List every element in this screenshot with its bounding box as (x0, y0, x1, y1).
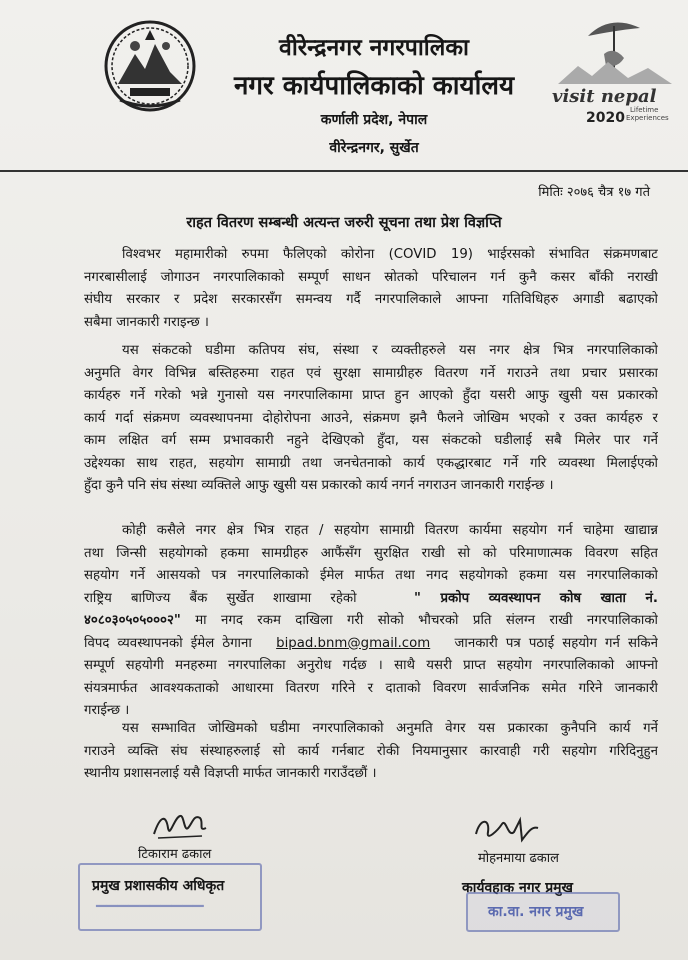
paragraph-line: सहयोग गर्ने आसयको पत्र नगरपालिकाको ईमेल मार्फत तथा नगद सहयोगको हकमा यस नगरपालिकाको (84, 568, 658, 583)
deposit-instruction: मा नगद रकम दाखिला गरी सोको भौचरको प्रति संलग्न राखी नगरपालिकाको (195, 613, 658, 628)
bank-branch-text: राष्ट्रिय बाणिज्य बैंक सुर्खेत शाखामा रहेको (84, 590, 357, 606)
svg-text:Experiences: Experiences (626, 114, 669, 122)
paragraph-line: विश्वभर महामारीको रुपमा फैलिएको कोरोना (COVID 19) भाईरसको संभावित संक्रमणबाट (122, 247, 658, 262)
letter-subject: राहत वितरण सम्बन्धी अत्यन्त जरुरी सूचना तथा प्रेश विज्ञप्ति (186, 215, 502, 231)
paragraph-1 (84, 244, 658, 334)
letter-date: मितिः २०७६ चैत्र १७ गते (538, 185, 650, 200)
svg-text:Lifetime: Lifetime (630, 106, 659, 114)
paragraph-line: यस संकटको घडीमा कतिपय संघ, संस्था र व्यक्तीहरुले यस नगर क्षेत्र भित्र नगरपालिकाको (122, 343, 658, 358)
paragraph-line: सबैमा जानकारी गराइन्छ । (84, 314, 209, 330)
umbrella-icon (588, 23, 640, 72)
signature-left (150, 808, 210, 844)
signatory-name-left: टिकाराम ढकाल (138, 847, 212, 862)
stamp-text-right: का.वा. नगर प्रमुख (488, 904, 584, 920)
paragraph-4 (84, 718, 658, 786)
paragraph-line (84, 610, 658, 633)
email-link[interactable]: bipad.bnm@gmail.com (276, 635, 431, 651)
svg-text:2020: 2020 (586, 110, 625, 126)
paragraph-line: कोही कसैले नगर क्षेत्र भित्र राहत / सहयोग सामाग्री वितरण कार्यमा सहयोग गर्न चाहेमा खाद्यान्न (122, 523, 658, 538)
email-label: विपद व्यवस्थापनको ईमेल ठेगाना (84, 635, 252, 651)
handwritten-signature-icon (150, 808, 210, 844)
paragraph-line: गराउने व्यक्ति संघ संस्थाहरुलाई सो कार्य गर्नबाट रोकी नियमानुसार कारवाही गरी सहयोग गरिदिनुहुन (84, 743, 658, 759)
paragraph-line (84, 588, 658, 611)
paragraph-line: सम्पूर्ण सहयोगी मनहरुमा नगरपालिका अनुरोध गर्दछ । साथै यसरी प्राप्त सहयोग नगरपालिकाको आफ्नो (84, 658, 658, 673)
paragraph-line: अनुमति वेगर विभिन्न बस्तिहरुमा राहत एवं सुरक्षा सामाग्रीहरु वितरण गर्ने गराउने तथा प्रचार प्रसारका (84, 365, 658, 381)
paragraph-line: काम लक्षित वर्ग सम्म प्रभावकारी नहुने देखिएको हुँदा, यस संकटको घडीलाई सबै मिलेर पार गर्ने (84, 433, 658, 448)
stamp-text-left: ▔▔▔▔▔▔▔▔▔▔ (96, 906, 204, 922)
paragraph-line (84, 633, 658, 656)
header-divider (0, 170, 688, 172)
paragraph-line: हुँदा कुनै पनि संघ संस्था व्यक्तिले आफु खुसी यस प्रकारको कार्य नगर्न नगराउन जानकारी गराईन्छ । (84, 478, 554, 493)
paragraph-line: कार्यहरु गर्ने गरेको भन्ने गुनासो यस नगरपालिकामा प्राप्त हुन आएको हुँदा यसरी आफु खुसी यस प्रकारको (84, 388, 658, 403)
paragraph-line: तथा जिन्सी सहयोगको हकमा सामग्रीहरु आफैंसँग सुरक्षित राखी सो को परिमाणात्मक विवरण सहित (84, 545, 658, 561)
paragraph-line: यस सम्भावित जोखिमको घडीमा नगरपालिकाको अनुमति वेगर यस प्रकारका कुनैपनि कार्य गर्ने (122, 721, 658, 736)
city-line: वीरेन्द्रनगर, सुर्खेत (329, 140, 419, 156)
fund-account-label: " प्रकोप व्यवस्थापन कोष खाता नं. (413, 590, 658, 606)
paragraph-line: संयत्रमार्फत आवश्यकताको आधारमा वितरण गरिने र दाताको विवरण सार्वजनिक समेत गरिने जानकारी (84, 680, 658, 696)
paragraph-line: स्थानीय प्रशासनलाई यसै विज्ञप्ती मार्फत जानकारी गराउँदछौं । (84, 766, 377, 781)
visit-nepal-2020-logo (548, 14, 680, 132)
svg-text:visit nepal: visit nepal (552, 86, 657, 107)
signatory-title-left: प्रमुख प्रशासकीय अधिकृत (92, 878, 225, 894)
handwritten-signature-icon (472, 812, 542, 848)
office-name: नगर कार्यपालिकाको कार्यालय (233, 71, 515, 101)
account-number: ४०८०३०५०५०००२" (84, 613, 181, 628)
signature-right (472, 812, 542, 848)
paragraph-line: कार्य गर्दा संक्रमण व्यवस्थापनमा दोहोरोपना आउने, संक्रमण झनै फैलने जोखिम भएको र उक्त कार्यहरु र (84, 410, 658, 426)
paragraph-line: गराईन्छ । (84, 703, 130, 718)
paragraph-3 (84, 520, 658, 723)
paragraph-line: संघीय सरकार र प्रदेश सरकारसँग समन्वय गर्दै नगरपालिकाले आफ्ना गतिविधिहरु अगाडी बढाएको (84, 292, 658, 307)
municipality-name: वीरेन्द्रनगर नगरपालिका (279, 35, 469, 61)
signatory-title-right: कार्यवहाक नगर प्रमुख (462, 880, 574, 896)
email-instruction: जानकारी पत्र पठाई सहयोग गर्न सकिने (454, 635, 658, 651)
paragraph-line: नगरबासीलाई जोगाउन नगरपालिकाको सम्पूर्ण साधन स्रोतको परिचालन गर्न कुनै कसर बाँकी नराखी (84, 269, 658, 285)
signatory-name-right: मोहनमाया ढकाल (478, 851, 559, 866)
paragraph-2 (84, 340, 658, 498)
paragraph-line: उद्देश्यका साथ राहत, सहयोग सामाग्री तथा जनचेतनाको कार्य एकद्धारबाट गर्ने गरि व्यवस्था मिलाईएको (84, 455, 658, 471)
province-line: कर्णाली प्रदेश, नेपाल (320, 112, 428, 128)
